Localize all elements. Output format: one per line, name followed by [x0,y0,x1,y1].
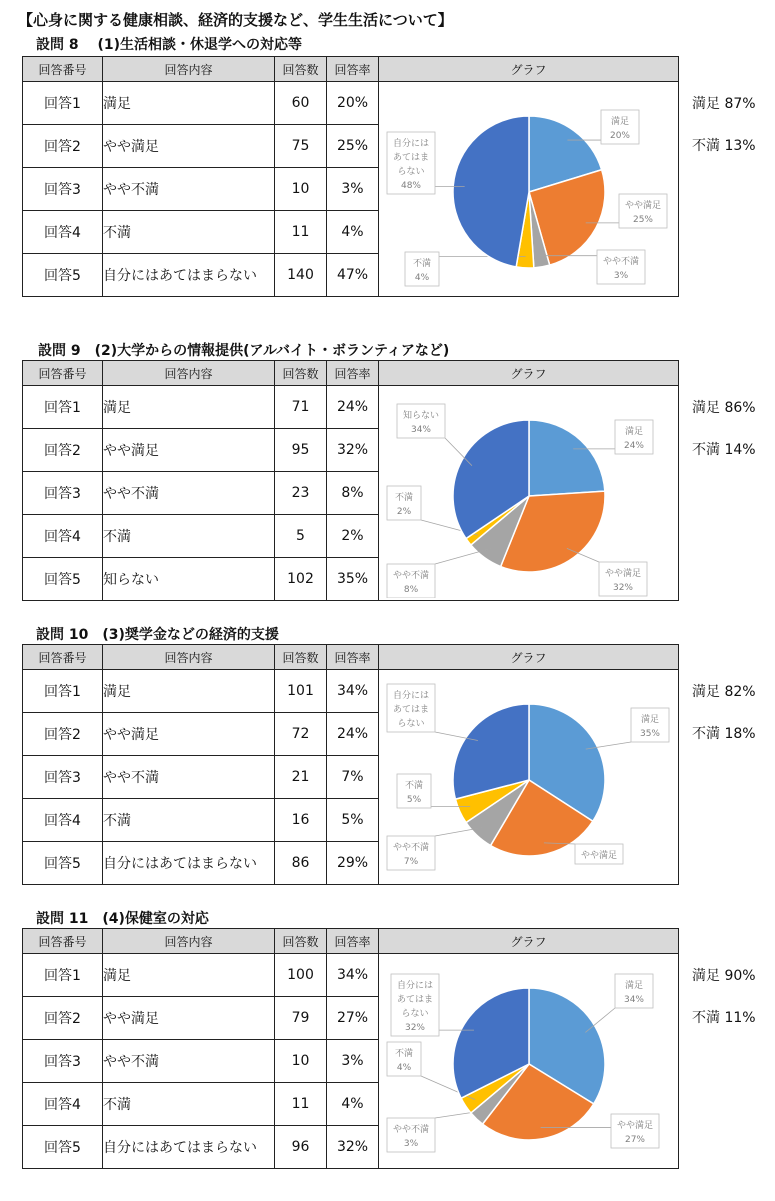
answer-content: 自分にはあてはまらない [103,254,275,297]
data-label: 満足 [624,981,644,991]
data-label: やや不満 [392,843,430,853]
answer-rate: 8% [327,472,379,515]
answer-no: 回答4 [23,211,103,254]
answer-rate: 7% [327,756,379,799]
answer-content: 満足 [103,386,275,429]
answer-content: 不満 [103,1083,275,1126]
answer-rate: 35% [327,558,379,601]
answer-content: 満足 [103,82,275,125]
data-label: 5% [406,795,422,805]
answer-rate: 24% [327,713,379,756]
answer-content: 満足 [103,954,275,997]
answer-content: やや不満 [103,756,275,799]
header-answer-count: 回答数 [275,929,327,954]
answer-content: やや満足 [103,997,275,1040]
pie-chart-cell [379,82,679,297]
pie-chart-cell [379,670,679,885]
table-row [23,386,679,429]
answer-rate: 5% [327,799,379,842]
answer-content: 不満 [103,799,275,842]
summary [692,396,756,480]
data-label: やや不満 [392,1125,430,1135]
data-label: 満足 [624,427,644,437]
answer-count: 140 [275,254,327,297]
header-answer-content: 回答内容 [103,645,275,670]
header-answer-no: 回答番号 [23,361,103,386]
answer-rate: 24% [327,386,379,429]
pie-chart [379,82,679,294]
answer-count: 102 [275,558,327,601]
answer-no: 回答3 [23,1040,103,1083]
answer-content: 不満 [103,211,275,254]
data-label: 不満 [412,259,432,269]
question-title: 設問 11 (4)保健室の対応 [36,911,209,927]
data-label: 4% [414,273,430,283]
data-label: やや満足 [616,1121,654,1131]
data-label: あてはま [392,153,430,163]
question-table [22,56,679,297]
answer-rate: 47% [327,254,379,297]
answer-no: 回答2 [23,713,103,756]
answer-rate: 32% [327,429,379,472]
answer-content: やや不満 [103,1040,275,1083]
data-label: 7% [403,857,419,867]
answer-no: 回答5 [23,558,103,601]
answer-rate: 34% [327,954,379,997]
answer-rate: 4% [327,1083,379,1126]
question-table [22,928,679,1169]
header-answer-rate: 回答率 [327,645,379,670]
answer-no: 回答1 [23,670,103,713]
pie-chart-cell [379,386,679,601]
data-label: らない [397,719,425,729]
data-label: 27% [624,1135,646,1145]
data-label: 3% [403,1139,419,1149]
answer-count: 72 [275,713,327,756]
data-label: やや満足 [624,201,662,211]
data-label: 35% [639,729,661,739]
answer-count: 10 [275,168,327,211]
table-header-row [23,57,679,82]
table-header-row [23,361,679,386]
data-label: 25% [632,215,654,225]
answer-content: 不満 [103,515,275,558]
question-title: 設問 10 (3)奨学金などの経済的支援 [36,627,279,643]
answer-content: 自分にはあてはまらない [103,842,275,885]
summary [692,92,756,176]
question-title: 設問 9 (2)大学からの情報提供(アルバイト・ボランティアなど) [38,343,450,359]
pie-chart-cell [379,954,679,1169]
answer-no: 回答2 [23,125,103,168]
header-answer-rate: 回答率 [327,929,379,954]
header-answer-no: 回答番号 [23,645,103,670]
answer-rate: 29% [327,842,379,885]
header-answer-no: 回答番号 [23,929,103,954]
header-graph: グラフ [379,361,679,386]
header-answer-no: 回答番号 [23,57,103,82]
data-label: 4% [396,1063,412,1073]
answer-content: やや不満 [103,472,275,515]
satisfied-total: 満足 90% [692,968,756,984]
answer-rate: 3% [327,1040,379,1083]
table-row [23,82,679,125]
answer-no: 回答3 [23,472,103,515]
answer-count: 60 [275,82,327,125]
answer-no: 回答3 [23,756,103,799]
answer-content: 自分にはあてはまらない [103,1126,275,1169]
summary [692,680,756,764]
answer-no: 回答3 [23,168,103,211]
data-label: 34% [623,995,645,1005]
answer-rate: 20% [327,82,379,125]
answer-count: 86 [275,842,327,885]
satisfied-total: 満足 82% [692,684,756,700]
data-label: 不満 [394,1049,414,1059]
answer-no: 回答5 [23,842,103,885]
summary [692,964,756,1048]
table-header-row [23,645,679,670]
answer-count: 5 [275,515,327,558]
header-answer-count: 回答数 [275,645,327,670]
data-label: 48% [400,181,422,191]
answer-content: やや満足 [103,429,275,472]
answer-count: 16 [275,799,327,842]
answer-content: 知らない [103,558,275,601]
answer-no: 回答5 [23,254,103,297]
header-answer-rate: 回答率 [327,57,379,82]
answer-count: 79 [275,997,327,1040]
satisfied-total: 満足 86% [692,400,756,416]
answer-rate: 34% [327,670,379,713]
header-answer-content: 回答内容 [103,929,275,954]
data-label: 8% [403,585,419,595]
answer-rate: 27% [327,997,379,1040]
answer-count: 11 [275,211,327,254]
satisfied-total: 満足 87% [692,96,756,112]
data-label: 32% [612,583,634,593]
data-label: やや不満 [602,257,640,267]
answer-count: 101 [275,670,327,713]
data-label: やや満足 [580,851,618,861]
data-label: 満足 [610,117,630,127]
answer-rate: 3% [327,168,379,211]
data-label: 24% [623,441,645,451]
answer-no: 回答2 [23,429,103,472]
data-label: 不満 [394,493,414,503]
answer-content: 満足 [103,670,275,713]
answer-content: やや満足 [103,125,275,168]
table-header-row [23,929,679,954]
data-label: 満足 [640,715,660,725]
answer-no: 回答5 [23,1126,103,1169]
data-label: らない [401,1009,429,1019]
data-label: 自分には [392,139,430,149]
header-answer-content: 回答内容 [103,57,275,82]
data-label: らない [397,167,425,177]
dissatisfied-total: 不満 11% [692,1010,756,1026]
page-title: 【心身に関する健康相談、経済的支援など、学生生活について】 [18,11,453,29]
data-label: 32% [404,1023,426,1033]
answer-count: 95 [275,429,327,472]
answer-rate: 4% [327,211,379,254]
answer-no: 回答4 [23,1083,103,1126]
header-graph: グラフ [379,645,679,670]
answer-no: 回答4 [23,515,103,558]
table-row [23,954,679,997]
answer-no: 回答1 [23,954,103,997]
answer-count: 71 [275,386,327,429]
question-table [22,644,679,885]
question-table [22,360,679,601]
answer-count: 11 [275,1083,327,1126]
dissatisfied-total: 不満 14% [692,442,756,458]
dissatisfied-total: 不満 13% [692,138,756,154]
answer-content: やや満足 [103,713,275,756]
data-label: やや不満 [392,571,430,581]
data-label: あてはま [396,995,434,1005]
header-answer-rate: 回答率 [327,361,379,386]
answer-content: やや不満 [103,168,275,211]
data-label: 3% [613,271,629,281]
table-row [23,670,679,713]
pie-chart [379,954,679,1166]
answer-rate: 32% [327,1126,379,1169]
answer-count: 75 [275,125,327,168]
answer-rate: 2% [327,515,379,558]
data-label: 知らない [402,411,440,421]
header-answer-content: 回答内容 [103,361,275,386]
pie-chart [379,670,679,882]
answer-no: 回答1 [23,82,103,125]
pie-chart [379,386,679,598]
data-label: 不満 [404,781,424,791]
header-answer-count: 回答数 [275,361,327,386]
answer-rate: 25% [327,125,379,168]
data-label: 20% [609,131,631,141]
answer-count: 23 [275,472,327,515]
data-label: 自分には [396,981,434,991]
answer-count: 21 [275,756,327,799]
answer-no: 回答2 [23,997,103,1040]
slice-satisfied [529,420,605,496]
answer-no: 回答4 [23,799,103,842]
question-title: 設問 8 (1)生活相談・休退学への対応等 [36,37,303,53]
slice-other [453,116,529,267]
data-label: 34% [410,425,432,435]
answer-count: 10 [275,1040,327,1083]
data-label: 2% [396,507,412,517]
answer-count: 96 [275,1126,327,1169]
data-label: 自分には [392,691,430,701]
dissatisfied-total: 不満 18% [692,726,756,742]
data-label: やや満足 [604,569,642,579]
answer-no: 回答1 [23,386,103,429]
data-label: あてはま [392,705,430,715]
header-answer-count: 回答数 [275,57,327,82]
header-graph: グラフ [379,929,679,954]
answer-count: 100 [275,954,327,997]
header-graph: グラフ [379,57,679,82]
